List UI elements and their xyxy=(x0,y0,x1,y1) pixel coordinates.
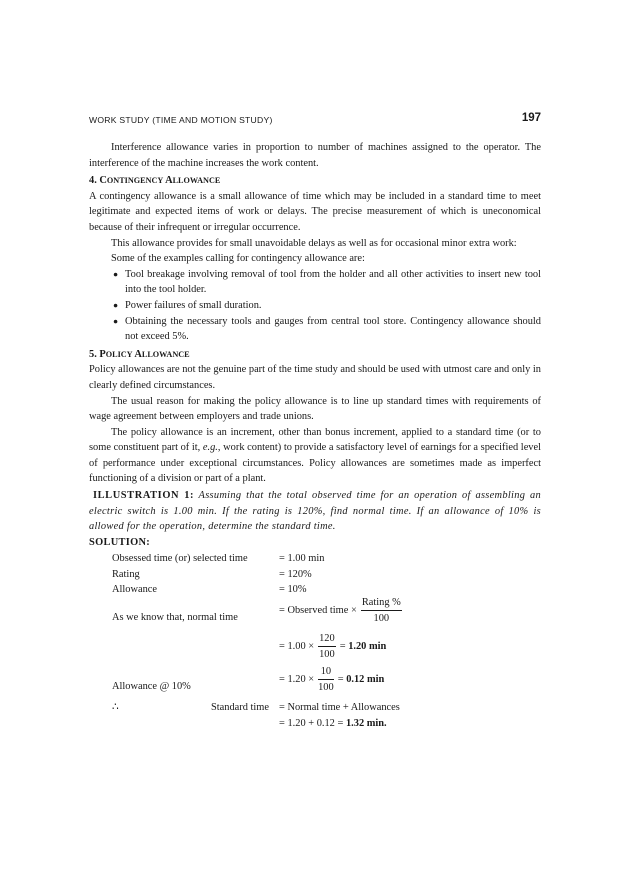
section-heading-policy: 5. POLICY ALLOWANCE xyxy=(89,348,190,360)
fraction-10-100: $\frac{10}{100}$ xyxy=(318,666,334,694)
illustration-text: Assuming that the total observed time for an operation of assembling an electric switch is 1.00 min. If the rating is 120%, find normal time. If an allowance of 10% is allowed for the operation, determine the standard time. xyxy=(89,490,541,533)
calc-line-1-right: = 1.00 min xyxy=(279,553,325,565)
policy-paragraph-1: Policy allowances are not the genuine part of the time study and should be used with utmost care and only in clearly defined circumstances. xyxy=(89,364,541,391)
fraction-rating: $\frac{\text{Rating \%}}{100}$ xyxy=(361,597,401,625)
calc-line-5: = 1.00 × $\frac{120}{100}$ = 1.20 min xyxy=(279,633,387,661)
fraction-120-100: $\frac{120}{100}$ xyxy=(319,633,335,661)
calc-line-7-right: = Normal time + Allowances xyxy=(279,702,400,714)
policy-paragraph-3: The policy allowance is an increment, other than bonus increment, applied to a standard time (or to some constituent part of it, e.g., work content) to provide a satisfactory level of earnings for a specified level of performance under exceptional circumstances. Policy allowances are sometimes made as imperfect functioning of a division or part of a plant. xyxy=(89,426,541,485)
list-item: ● Tool breakage involving removal of tool from the holder and all other activities to insert new tool into the tool holder. xyxy=(125,267,541,298)
calc-line-8: = 1.20 + 0.12 = 1.32 min. xyxy=(279,718,387,730)
calc-line-4-right: = Observed time × $\frac{\text{Rating \%}}{100}$ xyxy=(279,597,401,625)
calc-line-3-right: = 10% xyxy=(279,584,307,596)
calc-line-4-left: As we know that, normal time xyxy=(112,612,238,624)
contingency-paragraph-2: This allowance provides for small unavoidable delays as well as for occasional minor extra work: xyxy=(111,237,517,249)
running-header xyxy=(89,112,541,131)
page-number: 197 xyxy=(521,112,541,124)
section-heading-contingency: 4. CONTINGENCY ALLOWANCE xyxy=(89,175,221,187)
intro-paragraph: Interference allowance varies in proportion to number of machines assigned to the operator. The interference of the machine increases the work content. xyxy=(89,142,541,169)
policy-paragraph-2: The usual reason for making the policy allowance is to line up standard times with requirements of wage agreement between employers and trade unions. xyxy=(89,395,541,423)
body-text xyxy=(89,140,541,730)
calc-line-2-left: Rating xyxy=(112,569,140,581)
calc-line-1-left: Obsessed time (or) selected time xyxy=(112,553,248,565)
solution-label: SOLUTION: xyxy=(89,536,151,548)
illustration-paragraph xyxy=(89,488,541,535)
illustration-label: ILLUSTRATION 1: xyxy=(93,490,195,502)
contingency-paragraph-1: A contingency allowance is a small allowance of time which may be included in a standard time to meet legitimate and expected items of work or delays. The precise measurement of which is uneconomical because of their infrequent or irregular occurrence. xyxy=(89,190,541,233)
solution-calculation xyxy=(89,551,541,730)
running-title: WORK STUDY (TIME AND MOTION STUDY) xyxy=(89,115,273,125)
therefore-symbol: ∴ xyxy=(112,702,119,714)
list-item: ● Power failures of small duration. xyxy=(125,298,541,314)
calc-line-3-left: Allowance xyxy=(112,584,158,596)
contingency-paragraph-3: Some of the examples calling for contingency allowance are: xyxy=(111,253,365,265)
list-item: ● Obtaining the necessary tools and gauges from central tool store. Contingency allowance should not exceed 5%. xyxy=(125,314,541,345)
calc-line-7-left: Standard time xyxy=(211,702,270,714)
calc-line-6-right: = 1.20 × $\frac{10}{100}$ = 0.12 min xyxy=(279,666,385,694)
calc-line-2-right: = 120% xyxy=(279,569,312,581)
contingency-examples-list xyxy=(89,267,541,345)
calc-line-6-left: Allowance @ 10% xyxy=(112,681,191,693)
